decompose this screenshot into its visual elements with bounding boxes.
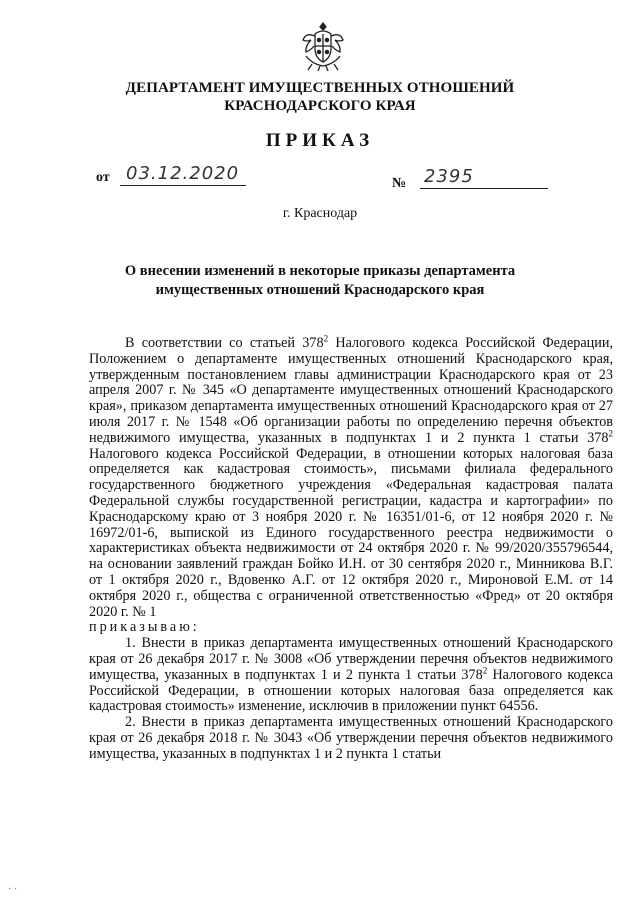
number-prefix: № (392, 176, 407, 191)
item-1-text-b: Налогового кодекса Российской Федерации, в отношении которых налоговая база определяется как кадастровая стоимость» изменение, исключив в приложении пункт 64556. (89, 666, 613, 715)
order-word (89, 620, 613, 636)
document-subject (0, 262, 640, 300)
subject-line2: имущественных отношений Краснодарского края (155, 282, 485, 298)
item-1-text-a: 1. Внести в приказ департамента имущественных отношений Краснодарского края от 26 декабря 2017 г. № 3008 «Об утверждении перечня объектов недвижимого имущества, указанных в подпунктах 1 и 2 пункта 1 статьи 378 (89, 635, 613, 683)
preamble-text-b: Налогового кодекса Российской Федерации, Положением о департаменте имущественных отношений Краснодарского края, утвержденным постановлением главы администрации Краснодарского края от 23 апреля 2007 г. № 345 «О департаменте имущественных отношений Краснодарского края», приказом департамента имущественных отношений Краснодарского края от 27 июля 2017 г. № 1548 «Об организации работы по определению перечня объектов недвижимого имущества, указанных в подпунктах 1 и 2 пункта 1 статьи 378 (89, 335, 613, 446)
date-field (120, 163, 246, 186)
document-title: ПРИКАЗ (265, 130, 375, 151)
superscript: 2 (323, 333, 329, 344)
item-2: 2. Внести в приказ департамента имущественных отношений Краснодарского края от 26 декабря 2018 г. № 3043 «Об утверждении перечня объектов недвижимого имущества, указанных в подпунктах 1 и 2 пункта 1 статьи (89, 714, 613, 762)
footer-marks: · · (8, 884, 18, 895)
preamble-text-a: В соответствии со статьей 378 (125, 335, 324, 351)
item-1 (89, 636, 613, 715)
superscript: 2 (482, 665, 488, 675)
preamble-text-c: Налогового кодекса Российской Федерации, в отношении которых налоговая база определяется как кадастровая стоимость», письмами филиала федерального государственного бюджетного учреждения «Федеральная кадастровая палата Федеральной службы государственной регистрации, кадастра и картографии» по Краснодарскому краю от 3 ноября 2020 г. № 16351/01-6, от 12 ноября 2020 г. № 16972/01-6, выпиской из Единого государственного реестра недвижимости о характеристиках объекта недвижимости от 24 октября 2020 г. № 99/2020/355796544, на основании заявлений граждан Бойко И.Н. от 30 сентября 2020 г., Минникова В.Г. от 1 октября 2020 г., Вдовенко А.Г. от 12 октября 2020 г., Мироновой Е.М. от 14 октября 2020 г., общества с ограниченной ответственностью «Фред» от 20 октября 2020 г. № 1 (89, 445, 613, 620)
date-value: 03.12.2020 (126, 163, 240, 184)
krasnodar-coat-of-arms-icon (300, 20, 346, 72)
department-name-line1: ДЕПАРТАМЕНТ ИМУЩЕСТВЕННЫХ ОТНОШЕНИЙ (125, 80, 515, 96)
date-prefix: от (96, 170, 110, 185)
order-word-text: приказываю: (89, 619, 200, 636)
number-field (420, 166, 548, 189)
document-body (89, 333, 613, 763)
city: г. Краснодар (282, 206, 358, 221)
department-name-line2: КРАСНОДАРСКОГО КРАЯ (224, 98, 416, 114)
subject-line1: О внесении изменений в некоторые приказы департамента (124, 263, 516, 279)
superscript: 2 (608, 428, 613, 439)
number-value: 2395 (424, 166, 474, 187)
preamble-paragraph (89, 333, 613, 620)
